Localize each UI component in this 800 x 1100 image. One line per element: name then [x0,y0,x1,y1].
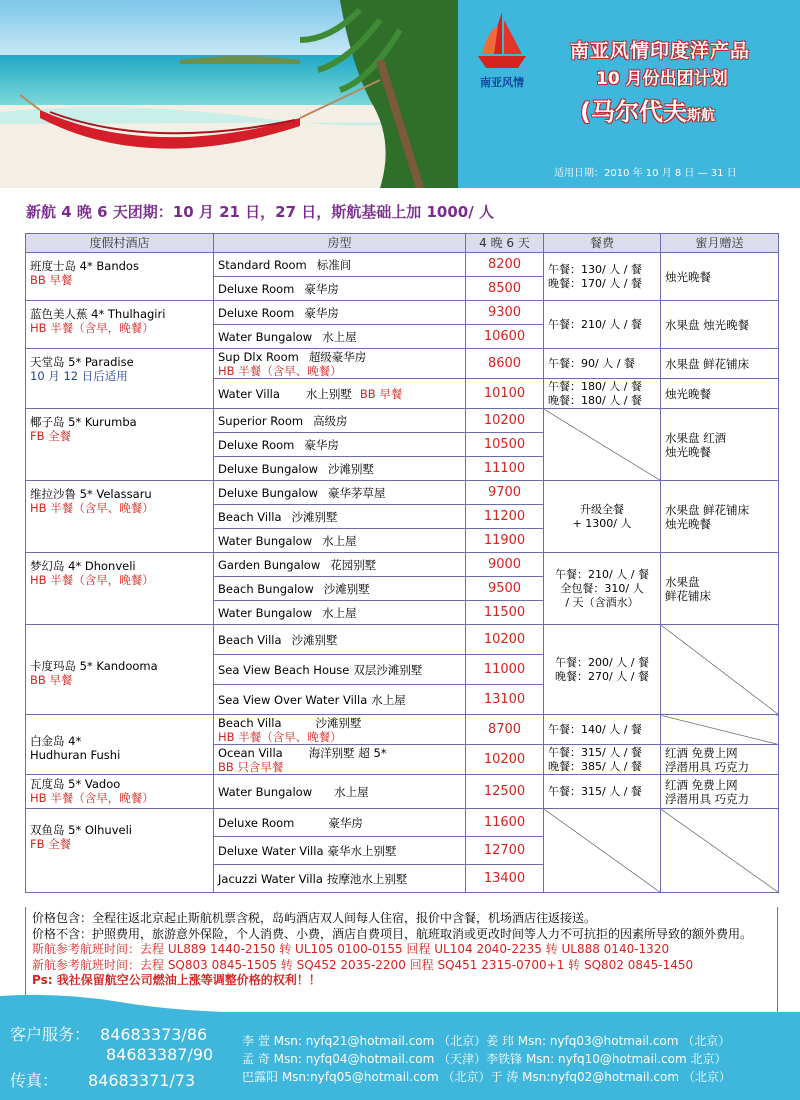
service-phone-2: 84683387/90 [106,1045,214,1064]
contact-line-2: 孟 奇 Msn: nyfq04@hotmail.com （天津）李铁锋 Msn: nyfq10@hotmail.com 北京） [242,1052,727,1066]
room-cell: Deluxe Room 豪华房 [214,433,466,457]
meal-cell-empty [544,809,661,893]
table-row [26,409,779,433]
hotel-cell: 椰子岛 5* Kurumba FB 全餐 [26,409,214,481]
table-header-row [26,234,779,253]
meal-cell: 午餐：130/ 人 / 餐 晚餐：170/ 人 / 餐 [544,253,661,301]
hotel-cell: 瓦度岛 5* Vadoo HB 半餐（含早，晚餐） [26,775,214,809]
price-cell: 10100 [466,379,544,409]
table-row [26,253,779,277]
room-cell: Water Bungalow 水上屋 [214,775,466,809]
table-row [26,775,779,809]
room-cell: Deluxe Bungalow 沙滩别墅 [214,457,466,481]
fax-number: 84683371/73 [88,1071,196,1090]
meal-cell: 午餐：200/ 人 / 餐 晚餐：270/ 人 / 餐 [544,625,661,715]
gift-cell-empty [661,715,779,745]
table-row [26,481,779,505]
gift-cell: 水果盘 红酒 烛光晚餐 [661,409,779,481]
hotel-cell: 班度士岛 4* Bandos BB 早餐 [26,253,214,301]
price-cell: 8200 [466,253,544,277]
room-cell: Beach Villa 沙滩别墅 [214,625,466,655]
hotel-cell: 卡度玛岛 5* Kandooma BB 早餐 [26,625,214,715]
price-cell: 12500 [466,775,544,809]
title-line-1: 南亚风情印度洋产品 [570,40,751,62]
room-cell: Deluxe Room 豪华房 [214,809,466,837]
gift-cell: 水果盘 烛光晚餐 [661,301,779,349]
title-line-2: 10 月份出团计划 [596,69,728,89]
room-cell: Beach Villa 沙滩别墅 HB 半餐（含早、晚餐） [214,715,466,745]
ps-note: Ps: 我社保留航空公司燃油上涨等调整价格的权利！！ [32,973,321,987]
room-cell: Sea View Over Water Villa 水上屋 [214,685,466,715]
header-gift: 蜜月赠送 [661,234,779,253]
brand-logo [468,6,536,92]
gift-cell: 水果盘 鲜花铺床 [661,553,779,625]
table-row [26,553,779,577]
gift-cell: 烛光晚餐 [661,253,779,301]
contact-line-1: 李 萱 Msn: nyfq21@hotmail.com （北京）姜 玮 Msn: nyfq03@hotmail.com （北京） [242,1034,731,1048]
valid-date: 适用日期：2010 年 10 月 8 日 — 31 日 [554,168,737,179]
logo-text: 南亚风情 [480,76,524,89]
table-row [26,301,779,325]
gift-cell: 水果盘 鲜花铺床 烛光晚餐 [661,481,779,553]
price-cell: 10600 [466,325,544,349]
price-cell: 9500 [466,577,544,601]
price-table [25,233,779,893]
gift-cell-empty [661,625,779,715]
table-row [26,715,779,745]
price-cell: 11000 [466,655,544,685]
gift-cell-empty [661,809,779,893]
room-cell: Beach Villa 沙滩别墅 [214,505,466,529]
room-cell: Standard Room 标准间 [214,253,466,277]
meal-cell: 午餐：315/ 人 / 餐 [544,775,661,809]
meal-cell: 午餐：90/ 人 / 餐 [544,349,661,379]
room-cell: Deluxe Room 豪华房 [214,277,466,301]
page-subtitle: 新航 4 晚 6 天团期：10 月 21 日，27 日，斯航基础上加 1000/ 人 [26,203,494,221]
brand-panel [458,0,800,188]
meal-cell: 午餐：180/ 人 / 餐 晚餐：180/ 人 / 餐 [544,379,661,409]
room-cell: Sup Dlx Room 超级豪华房 HB 半餐（含早、晚餐） [214,349,466,379]
contact-line-3: 巴露阳 Msn:nyfq05@hotmail.com （北京）于 涛 Msn:nyfq02@hotmail.com （北京） [242,1070,731,1084]
hotel-cell: 蓝色美人蕉 4* Thulhagiri HB 半餐（含早，晚餐） [26,301,214,349]
price-cell: 11900 [466,529,544,553]
price-cell: 10200 [466,745,544,775]
fax-block [10,1068,195,1091]
table-row [26,809,779,837]
room-cell: Water Bungalow 水上屋 [214,325,466,349]
price-cell: 11200 [466,505,544,529]
price-cell: 13100 [466,685,544,715]
price-cell: 8500 [466,277,544,301]
room-cell: Water Bungalow 水上屋 [214,529,466,553]
price-cell: 9300 [466,301,544,325]
room-cell: Deluxe Room 豪华房 [214,301,466,325]
hotel-cell: 梦幻岛 4* Dhonveli HB 半餐（含早，晚餐） [26,553,214,625]
meal-cell-empty [544,409,661,481]
gift-cell: 水果盘 鲜花铺床 [661,349,779,379]
gift-cell: 烛光晚餐 [661,379,779,409]
room-cell: Deluxe Bungalow 豪华茅草屋 [214,481,466,505]
beach-hammock-photo [0,0,458,188]
price-cell: 12700 [466,837,544,865]
footer [0,1012,800,1100]
gift-cell: 红酒 免费上网 浮潜用具 巧克力 [661,775,779,809]
table-row [26,625,779,655]
hotel-cell: 天堂岛 5* Paradise 10 月 12 日后适用 [26,349,214,409]
header-meal: 餐费 [544,234,661,253]
price-cell: 13400 [466,865,544,893]
room-cell: Water Bungalow 水上屋 [214,601,466,625]
fax-label: 传真： [10,1071,59,1090]
meal-cell: 午餐：315/ 人 / 餐 晚餐：385/ 人 / 餐 [544,745,661,775]
footer-wave [0,992,800,1016]
room-cell: Ocean Villa 海洋别墅 超 5* BB 只含早餐 [214,745,466,775]
header-price: 4 晚 6 天 [466,234,544,253]
price-cell: 11600 [466,809,544,837]
hotel-cell: 维拉沙鲁 5* Velassaru HB 半餐（含早、晚餐） [26,481,214,553]
hotel-cell: 双鱼岛 5* Olhuveli FB 全餐 [26,809,214,893]
price-cell: 9000 [466,553,544,577]
price-cell: 8600 [466,349,544,379]
room-cell: Superior Room 高级房 [214,409,466,433]
price-exclude: 价格不含：护照费用，旅游意外保险，个人消费、小费，酒店自费项目，航班取消或更改时间等人力不可抗拒的因素所导致的额外费用。 [32,926,753,941]
gift-cell: 红酒 免费上网 浮潜用具 巧克力 [661,745,779,775]
room-cell: Beach Bungalow 沙滩别墅 [214,577,466,601]
header-hotel: 度假村酒店 [26,234,214,253]
meal-cell: 午餐：210/ 人 / 餐 [544,301,661,349]
room-cell: Water Villa 水上别墅 BB 早餐 [214,379,466,409]
price-cell: 10500 [466,433,544,457]
service-block [10,1022,213,1064]
room-cell: Sea View Beach House 双层沙滩别墅 [214,655,466,685]
price-cell: 11500 [466,601,544,625]
price-cell: 10200 [466,409,544,433]
price-cell: 11100 [466,457,544,481]
header-room: 房型 [214,234,466,253]
meal-cell: 午餐：210/ 人 / 餐 全包餐：310/ 人 / 天（含酒水） [544,553,661,625]
price-cell: 9700 [466,481,544,505]
meal-cell: 午餐：140/ 人 / 餐 [544,715,661,745]
price-cell: 8700 [466,715,544,745]
hotel-cell: 白金岛 4* Hudhuran Fushi [26,715,214,775]
title-suffix: 斯航 [686,108,715,124]
flight-singapore: 新航参考航班时间：去程 SQ803 0845-1505 转 SQ452 2035-2200 回程 SQ451 2315-0700+1 转 SQ802 0845-1450 [32,957,694,972]
service-label: 客户服务： [10,1025,91,1044]
header [0,0,800,188]
flight-srilankan: 斯航参考航班时间：去程 UL889 1440-2150 转 UL105 0100-0155 回程 UL104 2040-2235 转 UL888 0140-1320 [32,942,670,956]
meal-cell: 升级全餐 + 1300/ 人 [544,481,661,553]
room-cell: Garden Bungalow 花园别墅 [214,553,466,577]
title-line-3: (马尔代夫斯航 [580,98,715,126]
table-row [26,349,779,379]
price-cell: 10200 [466,625,544,655]
room-cell: Jacuzzi Water Villa 按摩池水上别墅 [214,865,466,893]
room-cell: Deluxe Water Villa 豪华水上别墅 [214,837,466,865]
service-phone-1: 84683373/86 [100,1025,208,1044]
price-include: 价格包含：全程往返北京起止斯航机票含税，岛屿酒店双人间每人住宿，报价中含餐，机场酒店往返接送。 [32,911,597,925]
